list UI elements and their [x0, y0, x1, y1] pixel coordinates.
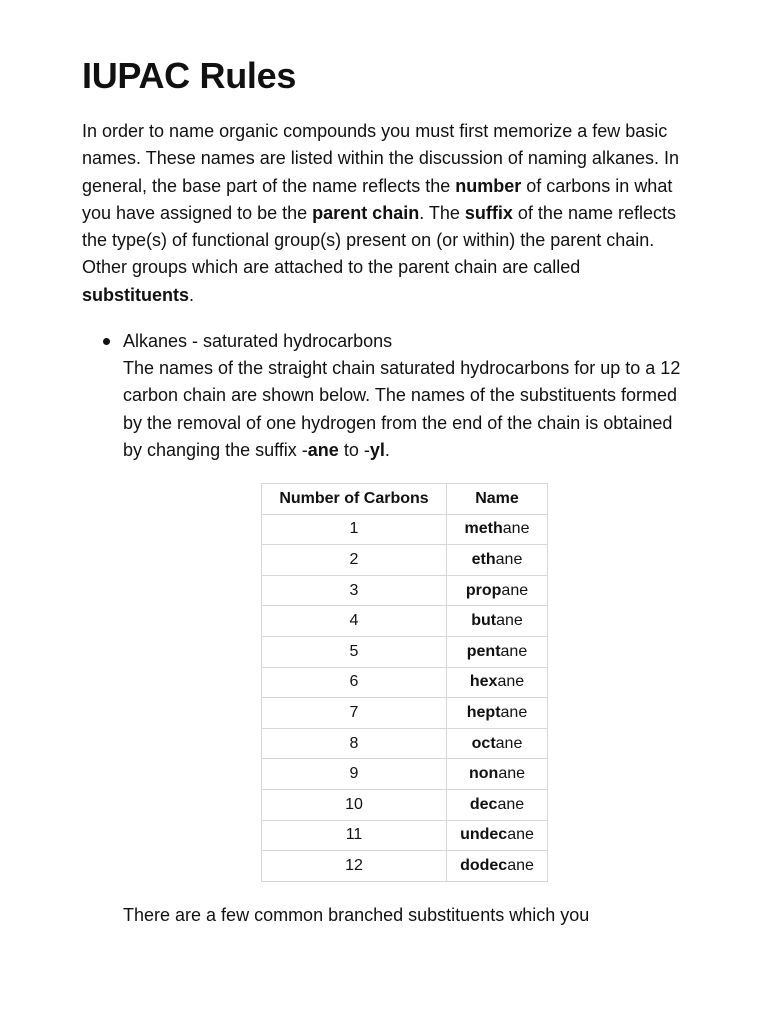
text-run: to - [338, 439, 370, 460]
alkane-name-cell [447, 514, 548, 545]
carbon-count-cell: 2 [262, 545, 447, 576]
name-suffix: ane [507, 826, 534, 844]
page-title: IUPAC Rules [82, 55, 297, 96]
bold-term: parent chain [312, 202, 420, 223]
name-suffix: ane [498, 765, 526, 783]
text-run: . The [419, 202, 465, 223]
name-prefix: undec [460, 826, 508, 844]
carbon-count-cell: 7 [262, 698, 447, 729]
name-prefix: pent [466, 642, 501, 660]
bold-term: suffix [464, 202, 513, 223]
table-row [262, 789, 548, 820]
alkane-name-cell [447, 667, 548, 698]
name-prefix: hex [469, 673, 498, 691]
table-row [262, 575, 548, 606]
carbon-count-cell: 1 [262, 514, 447, 545]
text-run: In order to name organic compounds you must first memorize a few basic names. These names are listed within the discussion of naming alkanes. In general, the base part of the name reflects the [82, 121, 679, 196]
alkane-name-cell [447, 851, 548, 882]
name-prefix: hept [466, 703, 501, 721]
text-run: The names of the straight chain saturated hydrocarbons for up to a 12 carbon chain are shown below. The names of the substituents formed by the removal of one hydrogen from the end of the chain is obtained by changing the suffix - [123, 358, 681, 460]
table-row [262, 728, 548, 759]
list-item-alkanes [123, 328, 693, 464]
header-number-of-carbons: Number of Carbons [262, 484, 447, 515]
name-prefix: oct [471, 734, 496, 752]
name-suffix: ane [507, 856, 534, 874]
bullet-title: Alkanes - saturated hydrocarbons [123, 331, 393, 351]
alkane-name-cell [447, 606, 548, 637]
bold-term: yl [369, 439, 385, 460]
table-body [262, 514, 548, 881]
alkane-name-cell [447, 820, 548, 851]
carbon-count-cell: 8 [262, 728, 447, 759]
trailing-paragraph: There are a few common branched substituents which you [123, 905, 590, 925]
table-row [262, 545, 548, 576]
name-prefix: dodec [460, 856, 508, 874]
name-prefix: meth [464, 520, 503, 538]
name-suffix: ane [497, 795, 525, 813]
alkane-name-cell [447, 728, 548, 759]
text-run: . [189, 284, 195, 305]
carbon-count-cell: 6 [262, 667, 447, 698]
table-row [262, 667, 548, 698]
name-suffix: ane [495, 550, 523, 568]
carbon-count-cell: 10 [262, 789, 447, 820]
table-row [262, 698, 548, 729]
name-suffix: ane [500, 703, 528, 721]
name-suffix: ane [502, 520, 530, 538]
table-row [262, 759, 548, 790]
name-suffix: ane [495, 734, 523, 752]
table-row [262, 606, 548, 637]
name-prefix: prop [465, 581, 502, 599]
bold-term: number [455, 175, 522, 196]
carbon-count-cell: 12 [262, 851, 447, 882]
name-suffix: ane [496, 612, 523, 630]
intro-paragraph [82, 118, 697, 309]
name-prefix: non [468, 765, 499, 783]
alkane-name-cell [447, 636, 548, 667]
header-name: Name [447, 484, 548, 515]
table-row [262, 636, 548, 667]
alkane-name-cell [447, 575, 548, 606]
bold-term: substituents [82, 284, 190, 305]
bullet-list [123, 328, 693, 464]
bullet-dot-icon [103, 338, 110, 345]
text-run: of the name reflects the type(s) of functional group(s) present on (or within) the parent chain. Other groups which are attached to the parent chain are called [82, 202, 677, 278]
name-suffix: ane [500, 642, 528, 660]
text-run: . [384, 439, 390, 460]
name-suffix: ane [497, 673, 525, 691]
alkane-name-cell [447, 789, 548, 820]
name-prefix: but [471, 612, 497, 630]
text-run: of carbons in what you have assigned to be the [82, 175, 673, 223]
carbon-count-cell: 11 [262, 820, 447, 851]
name-prefix: eth [471, 550, 496, 568]
table-row [262, 820, 548, 851]
name-suffix: ane [501, 581, 529, 599]
table-row [262, 514, 548, 545]
carbon-count-cell: 4 [262, 606, 447, 637]
bullet-body [123, 355, 693, 464]
name-prefix: dec [469, 795, 498, 813]
carbon-count-cell: 5 [262, 636, 447, 667]
table-header-row [262, 484, 548, 515]
alkane-names-table [261, 483, 548, 882]
carbon-count-cell: 9 [262, 759, 447, 790]
carbon-count-cell: 3 [262, 575, 447, 606]
table-row [262, 851, 548, 882]
alkane-name-cell [447, 759, 548, 790]
bold-term: ane [307, 439, 339, 460]
alkane-name-cell [447, 698, 548, 729]
alkane-name-cell [447, 545, 548, 576]
